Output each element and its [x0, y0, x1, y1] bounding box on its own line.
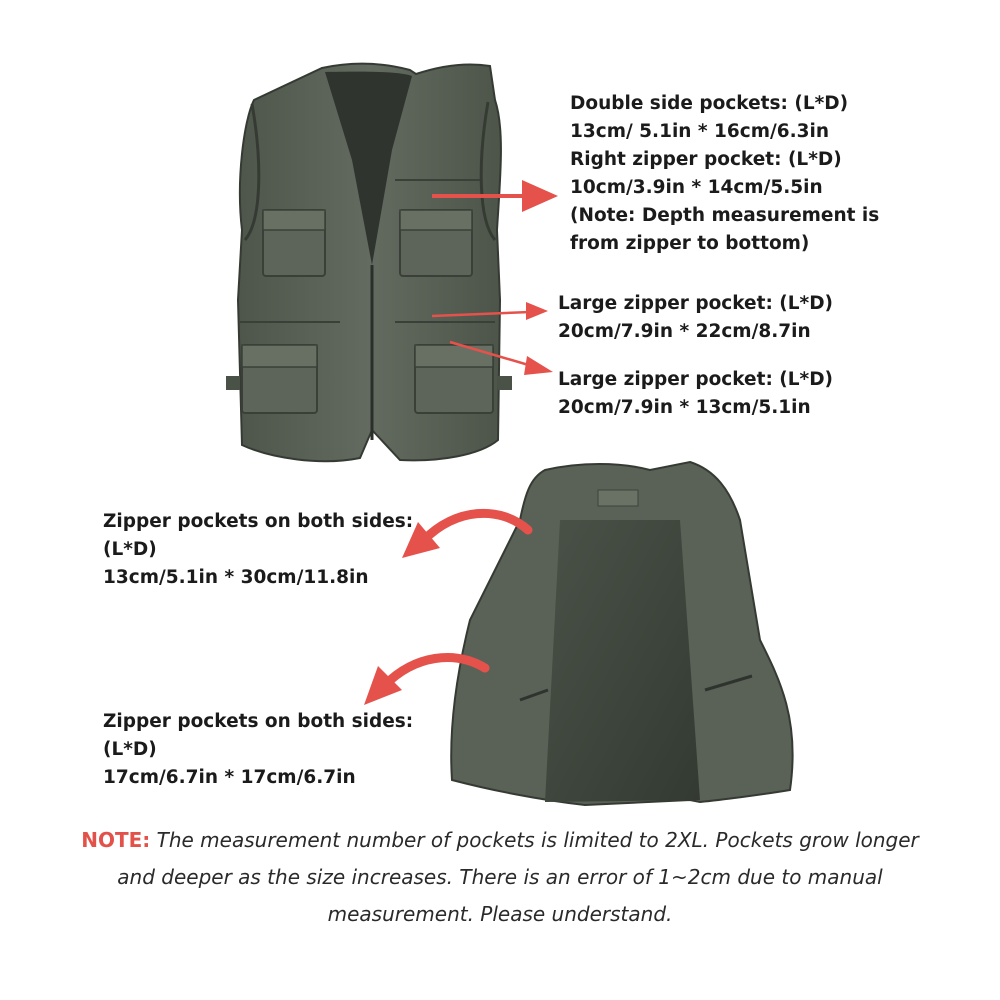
callout-line: 13cm/ 5.1in * 16cm/6.3in [570, 121, 830, 142]
callout-line: from zipper to bottom) [570, 233, 810, 254]
callout-line: Large zipper pocket: (L*D) [558, 369, 834, 390]
front-vest-image [226, 64, 512, 461]
callout-line: Zipper pockets on both sides: [103, 711, 414, 732]
callout-line: 13cm/5.1in * 30cm/11.8in [103, 567, 369, 588]
callout-inner-upper [103, 508, 413, 592]
callout-inner-lower [103, 708, 413, 792]
callout-line: (L*D) [103, 739, 157, 760]
callout-line: 20cm/7.9in * 13cm/5.1in [558, 397, 811, 418]
callout-line: Zipper pockets on both sides: [103, 511, 414, 532]
callout-line: 20cm/7.9in * 22cm/8.7in [558, 321, 811, 342]
callout-line: Right zipper pocket: (L*D) [570, 149, 842, 170]
callout-line: Large zipper pocket: (L*D) [558, 293, 834, 314]
callout-line: Double side pockets: (L*D) [570, 93, 849, 114]
callout-line: 17cm/6.7in * 17cm/6.7in [103, 767, 356, 788]
callout-front-large-lower [558, 366, 833, 422]
note-text: The measurement number of pockets is limited to 2XL. Pockets grow longer and deeper as the size increases. There is an error of 1~2cm due to manual measurement. Please understand. [117, 828, 919, 926]
measurement-note [60, 822, 940, 933]
callout-front-large-upper [558, 290, 833, 346]
callout-line: (Note: Depth measurement is [570, 205, 880, 226]
callout-front-chest-pockets [570, 90, 879, 258]
callout-line: 10cm/3.9in * 14cm/5.5in [570, 177, 823, 198]
callout-line: (L*D) [103, 539, 157, 560]
note-label: NOTE: [81, 828, 151, 852]
